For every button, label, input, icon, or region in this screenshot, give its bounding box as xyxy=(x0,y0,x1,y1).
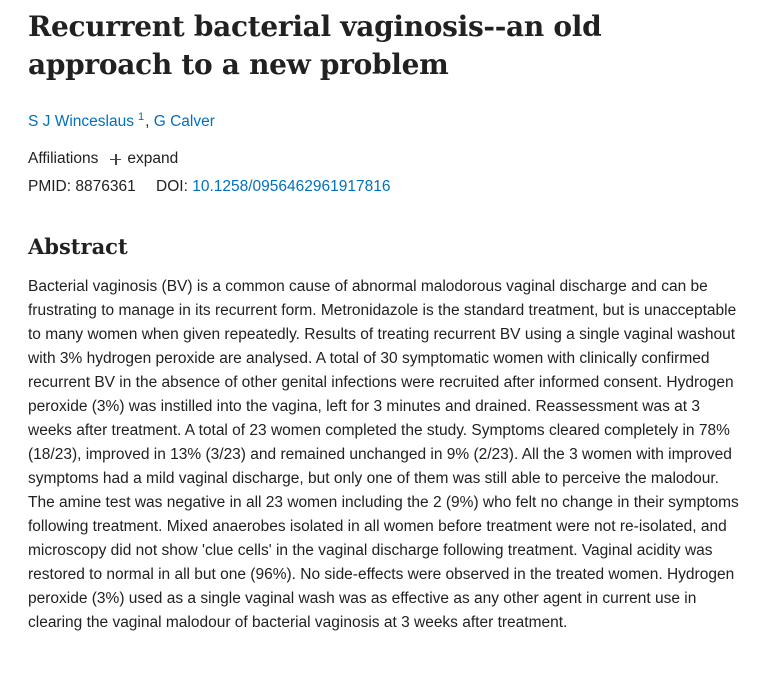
author-separator: , xyxy=(145,113,150,130)
identifiers-row xyxy=(28,177,746,197)
pmid-value: 8876361 xyxy=(75,178,136,195)
affiliations-label: Affiliations xyxy=(28,150,99,167)
authors-list xyxy=(28,107,746,132)
plus-icon xyxy=(110,154,121,165)
author-link-calver[interactable]: G Calver xyxy=(153,113,215,130)
affiliation-ref[interactable]: 1 xyxy=(137,111,145,123)
expand-affiliations-button[interactable] xyxy=(110,149,178,169)
article-title: Recurrent bacterial vaginosis--an old approach to a new problem xyxy=(28,10,602,81)
pmid-label: PMID: xyxy=(28,178,72,195)
abstract-text: Bacterial vaginosis (BV) is a common cause of abnormal malodorous vaginal discharge and can be frustrating to manage in its recurrent form. Metronidazole is the standard treatment, but is unacceptable to many women when given repeatedly. Results of treating recurrent BV using a single vaginal washout with 3% hydrogen peroxide are analysed. A total of 30 symptomatic women with clinically confirmed recurrent BV in the absence of other genital infections were recruited after informed consent. Hydrogen peroxide (3%) was instilled into the vagina, left for 3 minutes and drained. Reassessment was at 3 weeks after treatment. A total of 23 women completed the study. Symptoms cleared completely in 78% (18/23), improved in 13% (3/23) and remained unchanged in 9% (2/23). All the 3 women with improved symptoms had a mild vaginal discharge, but only one of them was still able to perceive the malodour. The amine test was negative in all 23 women including the 2 (9%) who felt no change in their symptoms following treatment. Mixed anaerobes isolated in all women before treatment were not re-isolated, and microscopy did not show 'clue cells' in the vaginal discharge following treatment. Vaginal acidity was restored to normal in all but one (96%). No side-effects were observed in the treated women. Hydrogen peroxide (3%) used as a single vaginal wash was as effective as any other agent in current use in clearing the vaginal malodour of bacterial vaginosis at 3 weeks after treatment. xyxy=(28,278,739,631)
article-page xyxy=(0,8,774,635)
abstract-heading: Abstract xyxy=(28,234,128,259)
expand-label: expand xyxy=(127,150,179,167)
author-link-winceslaus[interactable]: S J Winceslaus xyxy=(28,113,134,130)
doi-label: DOI: xyxy=(156,178,188,195)
doi-link[interactable]: 10.1258/0956462961917816 xyxy=(192,178,391,195)
affiliations-row xyxy=(28,149,746,169)
